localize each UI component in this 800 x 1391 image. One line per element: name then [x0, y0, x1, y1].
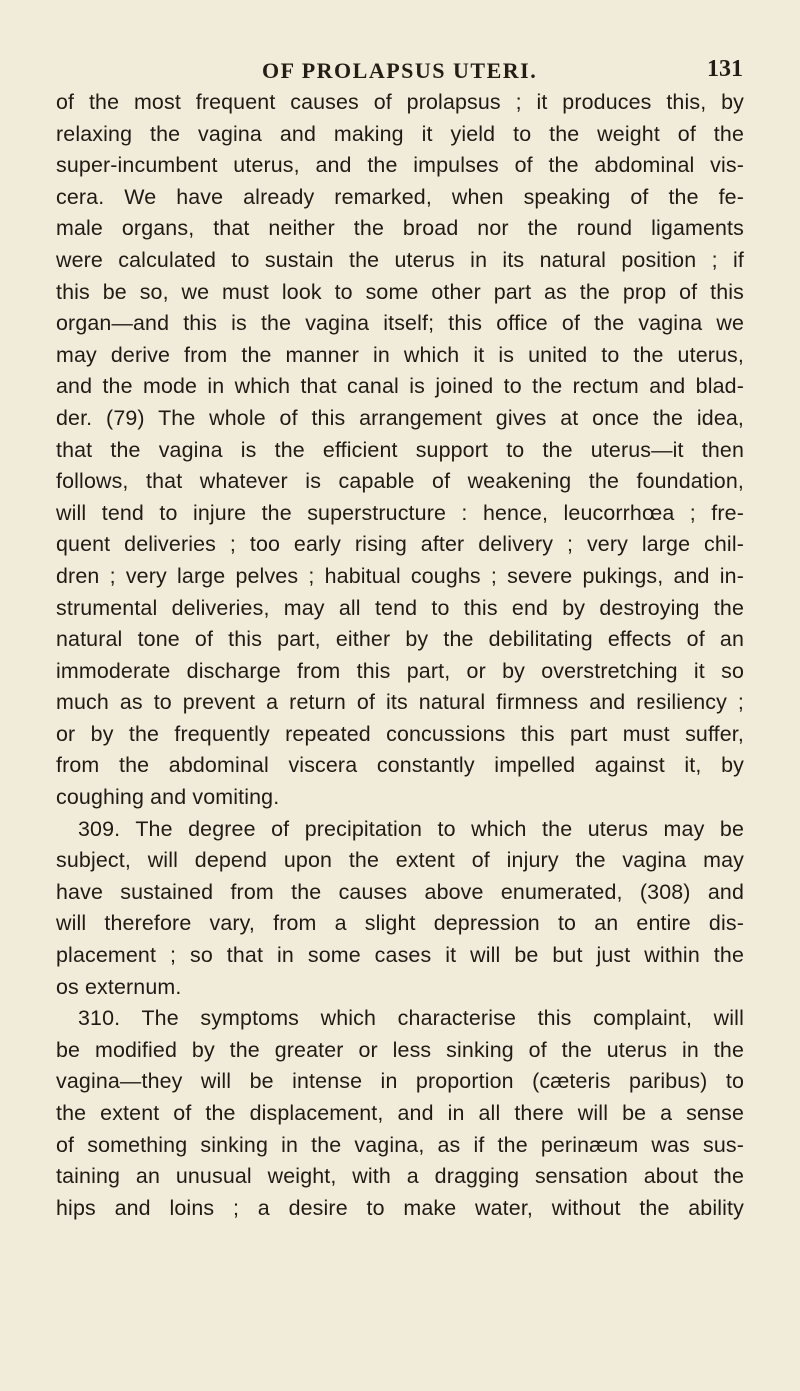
text-line: from the abdominal viscera constantly impelled against it, by	[56, 753, 744, 778]
paragraph-309-start: 309. The degree of precipitation to which the uterus may be	[78, 816, 744, 841]
text-line: the extent of the displacement, and in all there will be a sense	[56, 1101, 744, 1125]
text-line: super-incumbent uterus, and the impulses of the abdominal vis-	[56, 153, 744, 178]
chapter-title: OF PROLAPSUS UTERI.	[262, 58, 538, 83]
text-line: immoderate discharge from this part, or by overstretching it so	[56, 658, 744, 683]
text-line: follows, that whatever is capable of weakening the foundation,	[56, 469, 744, 494]
text-line: quent deliveries ; too early rising after delivery ; very large chil-	[56, 532, 744, 557]
text-line: taining an unusual weight, with a dragging sensation about the	[56, 1164, 744, 1189]
text-line: much as to prevent a return of its natural firmness and resiliency ;	[56, 690, 744, 715]
text-line: dren ; very large pelves ; habitual coughs ; severe pukings, and in-	[56, 563, 744, 588]
text-line: relaxing the vagina and making it yield to the weight of the	[56, 121, 744, 146]
text-line: were calculated to sustain the uterus in its natural position ; if	[56, 247, 744, 272]
text-line: os externum.	[56, 974, 182, 999]
text-line: of something sinking in the vagina, as if the perinæum was sus-	[56, 1132, 744, 1157]
text-line: subject, will depend upon the extent of injury the vagina may	[56, 848, 744, 873]
text-line: will therefore vary, from a slight depression to an entire dis-	[56, 911, 744, 936]
paragraph-310-start: 310. The symptoms which characterise this complaint, will	[78, 1006, 744, 1031]
text-line: of the most frequent causes of prolapsus ; it produces this, by	[56, 90, 744, 114]
text-line: male organs, that neither the broad nor the round ligaments	[56, 216, 744, 241]
text-line: be modified by the greater or less sinking of the uterus in the	[56, 1037, 744, 1062]
text-line: or by the frequently repeated concussions this part must suffer,	[56, 721, 744, 746]
text-line: placement ; so that in some cases it will be but just within the	[56, 943, 744, 968]
text-line: may derive from the manner in which it is united to the uterus,	[56, 342, 744, 367]
text-line: strumental deliveries, may all tend to this end by destroying the	[56, 595, 744, 620]
text-line: that the vagina is the efficient support to the uterus—it then	[56, 437, 744, 462]
text-line: have sustained from the causes above enumerated, (308) and	[56, 879, 744, 904]
text-line: hips and loins ; a desire to make water, without the ability	[56, 1195, 744, 1220]
body-text	[56, 87, 744, 1224]
text-line: will tend to injure the superstructure : hence, leucorrhœa ; fre-	[56, 500, 744, 525]
page-number: 131	[707, 56, 743, 82]
text-line: this be so, we must look to some other part as the prop of this	[56, 279, 744, 304]
text-line: natural tone of this part, either by the debilitating effects of an	[56, 627, 744, 652]
text-line: and the mode in which that canal is joined to the rectum and blad-	[56, 374, 744, 399]
text-line: vagina—they will be intense in proportion (cæteris paribus) to	[56, 1069, 744, 1094]
text-line: coughing and vomiting.	[56, 785, 280, 810]
text-line: der. (79) The whole of this arrangement gives at once the idea,	[56, 405, 744, 430]
text-line: cera. We have already remarked, when speaking of the fe-	[56, 184, 744, 209]
text-line: organ—and this is the vagina itself; this office of the vagina we	[56, 311, 744, 336]
